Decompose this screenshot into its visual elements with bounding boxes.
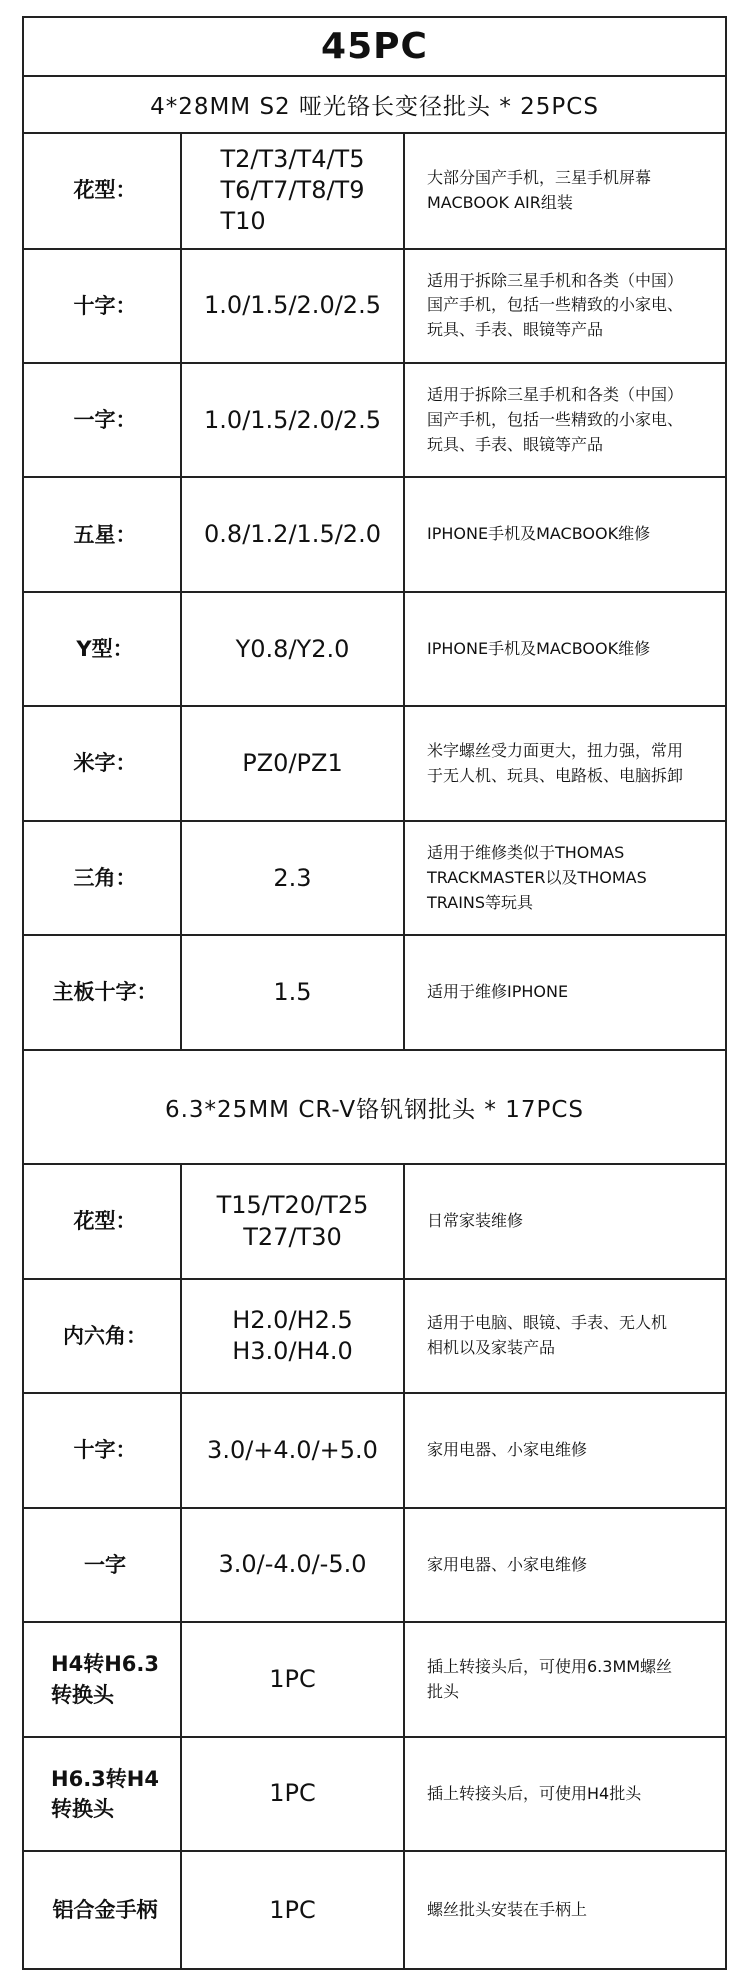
bit-spec: 1PC [182, 1623, 405, 1735]
bit-spec: PZ0/PZ1 [182, 707, 405, 819]
section-heading-row [24, 1051, 725, 1165]
table-row [24, 1623, 725, 1737]
bit-description: 家用电器、小家电维修 [427, 1554, 588, 1574]
bit-spec: 3.0/+4.0/+5.0 [182, 1394, 405, 1506]
section-heading: 4*28MM S2 哑光铬长变径批头 * 25PCS [150, 93, 599, 120]
bit-type: 一字 [24, 1509, 182, 1621]
bit-type: 花型： [24, 1165, 182, 1277]
bit-spec: H2.0/H2.5 H3.0/H4.0 [182, 1280, 405, 1392]
table-row [24, 1280, 725, 1394]
bit-type: 主板十字： [24, 936, 182, 1048]
table-title: 45PC [321, 26, 428, 68]
bit-description: 适用于维修类似于THOMAS TRACKMASTER以及THOMAS TRAINS等玩具 [427, 842, 647, 912]
bit-type: H4转H6.3 转换头 [24, 1623, 182, 1735]
bit-type: 花型： [24, 134, 182, 248]
table-row [24, 1852, 725, 1968]
bit-spec: 1PC [182, 1738, 405, 1850]
bit-type: 铝合金手柄 [24, 1852, 182, 1968]
bit-type: H6.3转H4 转换头 [24, 1738, 182, 1850]
bit-description: 适用于拆除三星手机和各类（中国） 国产手机，包括一些精致的小家电、 玩具、手表、眼镜等产品 [427, 270, 684, 340]
table-row [24, 250, 725, 364]
bit-description: 大部分国产手机，三星手机屏幕 MACBOOK AIR组装 [427, 167, 652, 212]
bit-description: 插上转接头后，可使用6.3MM螺丝 批头 [427, 1656, 673, 1701]
section-heading: 6.3*25MM CR-V铬钒钢批头 * 17PCS [164, 1096, 585, 1123]
bit-description: 适用于拆除三星手机和各类（中国） 国产手机，包括一些精致的小家电、 玩具、手表、眼镜等产品 [427, 385, 684, 454]
bit-spec: T2/T3/T4/T5 T6/T7/T8/T9 T10 [182, 134, 405, 248]
bit-description: IPHONE手机及MACBOOK维修 [427, 524, 651, 544]
bit-type: 米字： [24, 707, 182, 819]
bit-spec: 1.5 [182, 936, 405, 1048]
table-row [24, 478, 725, 592]
spec-table [22, 16, 727, 1970]
bit-spec: 0.8/1.2/1.5/2.0 [182, 478, 405, 590]
bit-description: 螺丝批头安装在手柄上 [427, 1899, 588, 1919]
table-row [24, 1509, 725, 1623]
table-row [24, 593, 725, 707]
bit-type: 十字： [24, 1394, 182, 1506]
bit-description: 适用于电脑、眼镜、手表、无人机 相机以及家装产品 [427, 1313, 668, 1358]
bit-spec: Y0.8/Y2.0 [182, 593, 405, 705]
table-row [24, 1738, 725, 1852]
bit-spec: 3.0/-4.0/-5.0 [182, 1509, 405, 1621]
table-row [24, 1165, 725, 1279]
bit-type: 内六角： [24, 1280, 182, 1392]
table-row [24, 707, 725, 821]
bit-type: 十字： [24, 250, 182, 362]
bit-type: 三角： [24, 822, 182, 934]
bit-type: Y型： [24, 593, 182, 705]
bit-description: 日常家装维修 [427, 1211, 524, 1231]
bit-spec: 2.3 [182, 822, 405, 934]
bit-description: 适用于维修IPHONE [427, 982, 569, 1002]
bit-description: 米字螺丝受力面更大，扭力强，常用 于无人机、玩具、电路板、电脑拆卸 [427, 740, 684, 785]
bit-type: 五星： [24, 478, 182, 590]
bit-type: 一字： [24, 364, 182, 476]
bit-spec: 1PC [182, 1852, 405, 1968]
bit-description: 插上转接头后，可使用H4批头 [427, 1783, 642, 1803]
table-row [24, 936, 725, 1050]
bit-description: 家用电器、小家电维修 [427, 1440, 588, 1460]
table-row [24, 1394, 725, 1508]
bit-spec: 1.0/1.5/2.0/2.5 [182, 250, 405, 362]
table-row [24, 134, 725, 250]
table-row [24, 822, 725, 936]
bit-description: IPHONE手机及MACBOOK维修 [427, 638, 651, 658]
table-row [24, 364, 725, 478]
bit-spec: 1.0/1.5/2.0/2.5 [182, 364, 405, 476]
bit-spec: T15/T20/T25 T27/T30 [182, 1165, 405, 1277]
section-heading-row [24, 77, 725, 134]
title-row [24, 18, 725, 77]
